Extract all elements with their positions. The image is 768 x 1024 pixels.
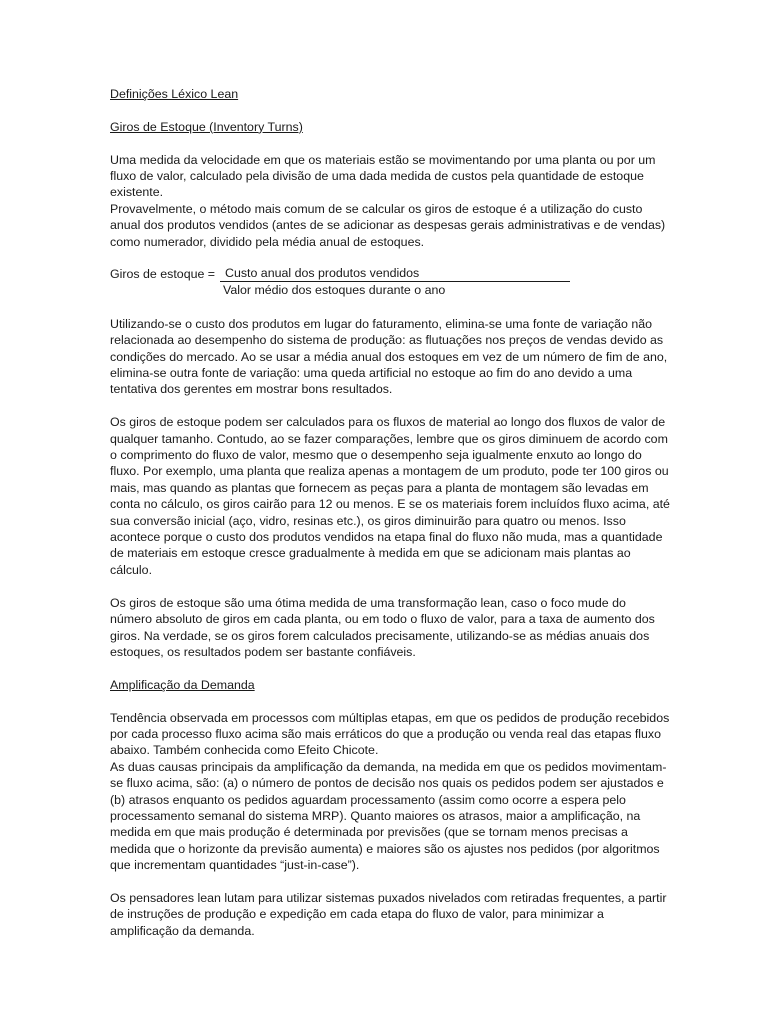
paragraph: Utilizando-se o custo dos produtos em lugar do faturamento, elimina-se uma fonte de variação não relacionada ao desempenho do sistema de produção: as flutuações nos preços de vendas devido as condições do mercado. Ao se usar a média anual dos estoques em vez de um número de fim de ano, elimina-se outra fonte de variação: uma queda artificial no estoque ao fim do ano devido a uma tentativa dos gerentes em mostrar bons resultados. bbox=[110, 316, 668, 397]
document-body bbox=[110, 86, 670, 939]
inventory-turns-formula bbox=[110, 266, 670, 299]
formula-numerator: Custo anual dos produtos vendidos bbox=[220, 266, 570, 282]
paragraph: Os pensadores lean lutam para utilizar sistemas puxados nivelados com retiradas frequentes, a partir de instruções de produção e expedição em cada etapa do fluxo de valor, para minimizar a amplificação da demanda. bbox=[110, 890, 667, 938]
paragraph: Provavelmente, o método mais comum de se calcular os giros de estoque é a utilização do custo anual dos produtos vendidos (antes de se adicionar as despesas gerais administrativas e de vendas) como numerador, dividido pela média anual de estoques. bbox=[110, 201, 666, 249]
section-heading-inventory-turns: Giros de Estoque (Inventory Turns) bbox=[110, 119, 303, 134]
section-heading-demand-amplification: Amplificação da Demanda bbox=[110, 677, 255, 692]
formula-label: Giros de estoque = bbox=[110, 267, 216, 282]
paragraph: Os giros de estoque são uma ótima medida de uma transformação lean, caso o foco mude do número absoluto de giros em cada planta, ou em todo o fluxo de valor, para a taxa de aumento dos giros. Na verdade, se os giros forem calculados precisamente, utilizando-se as médias anuais dos estoques, os resultados podem ser bastante confiáveis. bbox=[110, 595, 655, 659]
paragraph: Tendência observada em processos com múltiplas etapas, em que os pedidos de produção recebidos por cada processo fluxo acima são mais erráticos do que a produção ou venda real das etapas fluxo abaixo. Também conhecida como Efeito Chicote. bbox=[110, 710, 670, 758]
formula-denominator: Valor médio dos estoques durante o ano bbox=[223, 283, 446, 298]
paragraph: Uma medida da velocidade em que os materiais estão se movimentando por uma planta ou por um fluxo de valor, calculado pela divisão de uma dada medida de custos pela quantidade de estoque existente. bbox=[110, 152, 656, 200]
paragraph: Os giros de estoque podem ser calculados para os fluxos de material ao longo dos fluxos de valor de qualquer tamanho. Contudo, ao se fazer comparações, lembre que os giros diminuem de acordo com o comprimento do fluxo de valor, mesmo que o desempenho seja igualmente enxuto ao longo do fluxo. Por exemplo, uma planta que realiza apenas a montagem de um produto, pode ter 100 giros ou mais, mas quando as plantas que fornecem as peças para a planta de montagem são levadas em conta no cálculo, os giros cairão para 12 ou menos. E se os materiais forem incluídos fluxo acima, até sua conversão inicial (aço, vidro, resinas etc.), os giros diminuirão para quatro ou menos. Isso acontece porque o custo dos produtos vendidos na etapa final do fluxo não muda, mas a quantidade de materiais em estoque cresce gradualmente à medida em que se adicionam mais plantas ao cálculo. bbox=[110, 415, 670, 577]
paragraph: As duas causas principais da amplificação da demanda, na medida em que os pedidos movimentam-se fluxo acima, são: (a) o número de pontos de decisão nos quais os pedidos podem ser ajustados e (b) atrasos enquanto os pedidos aguardam processamento (assim como ocorre a espera pelo processamento semanal do sistema MRP). Quanto maiores os atrasos, maior a amplificação, na medida em que mais produção é determinada por previsões (que se tornam menos precisas a medida que o horizonte da previsão aumenta) e maiores são os ajustes nos pedidos (por algoritmos que incrementam quantidades “just-in-case”). bbox=[110, 759, 667, 873]
document-title: Definições Léxico Lean bbox=[110, 87, 239, 101]
